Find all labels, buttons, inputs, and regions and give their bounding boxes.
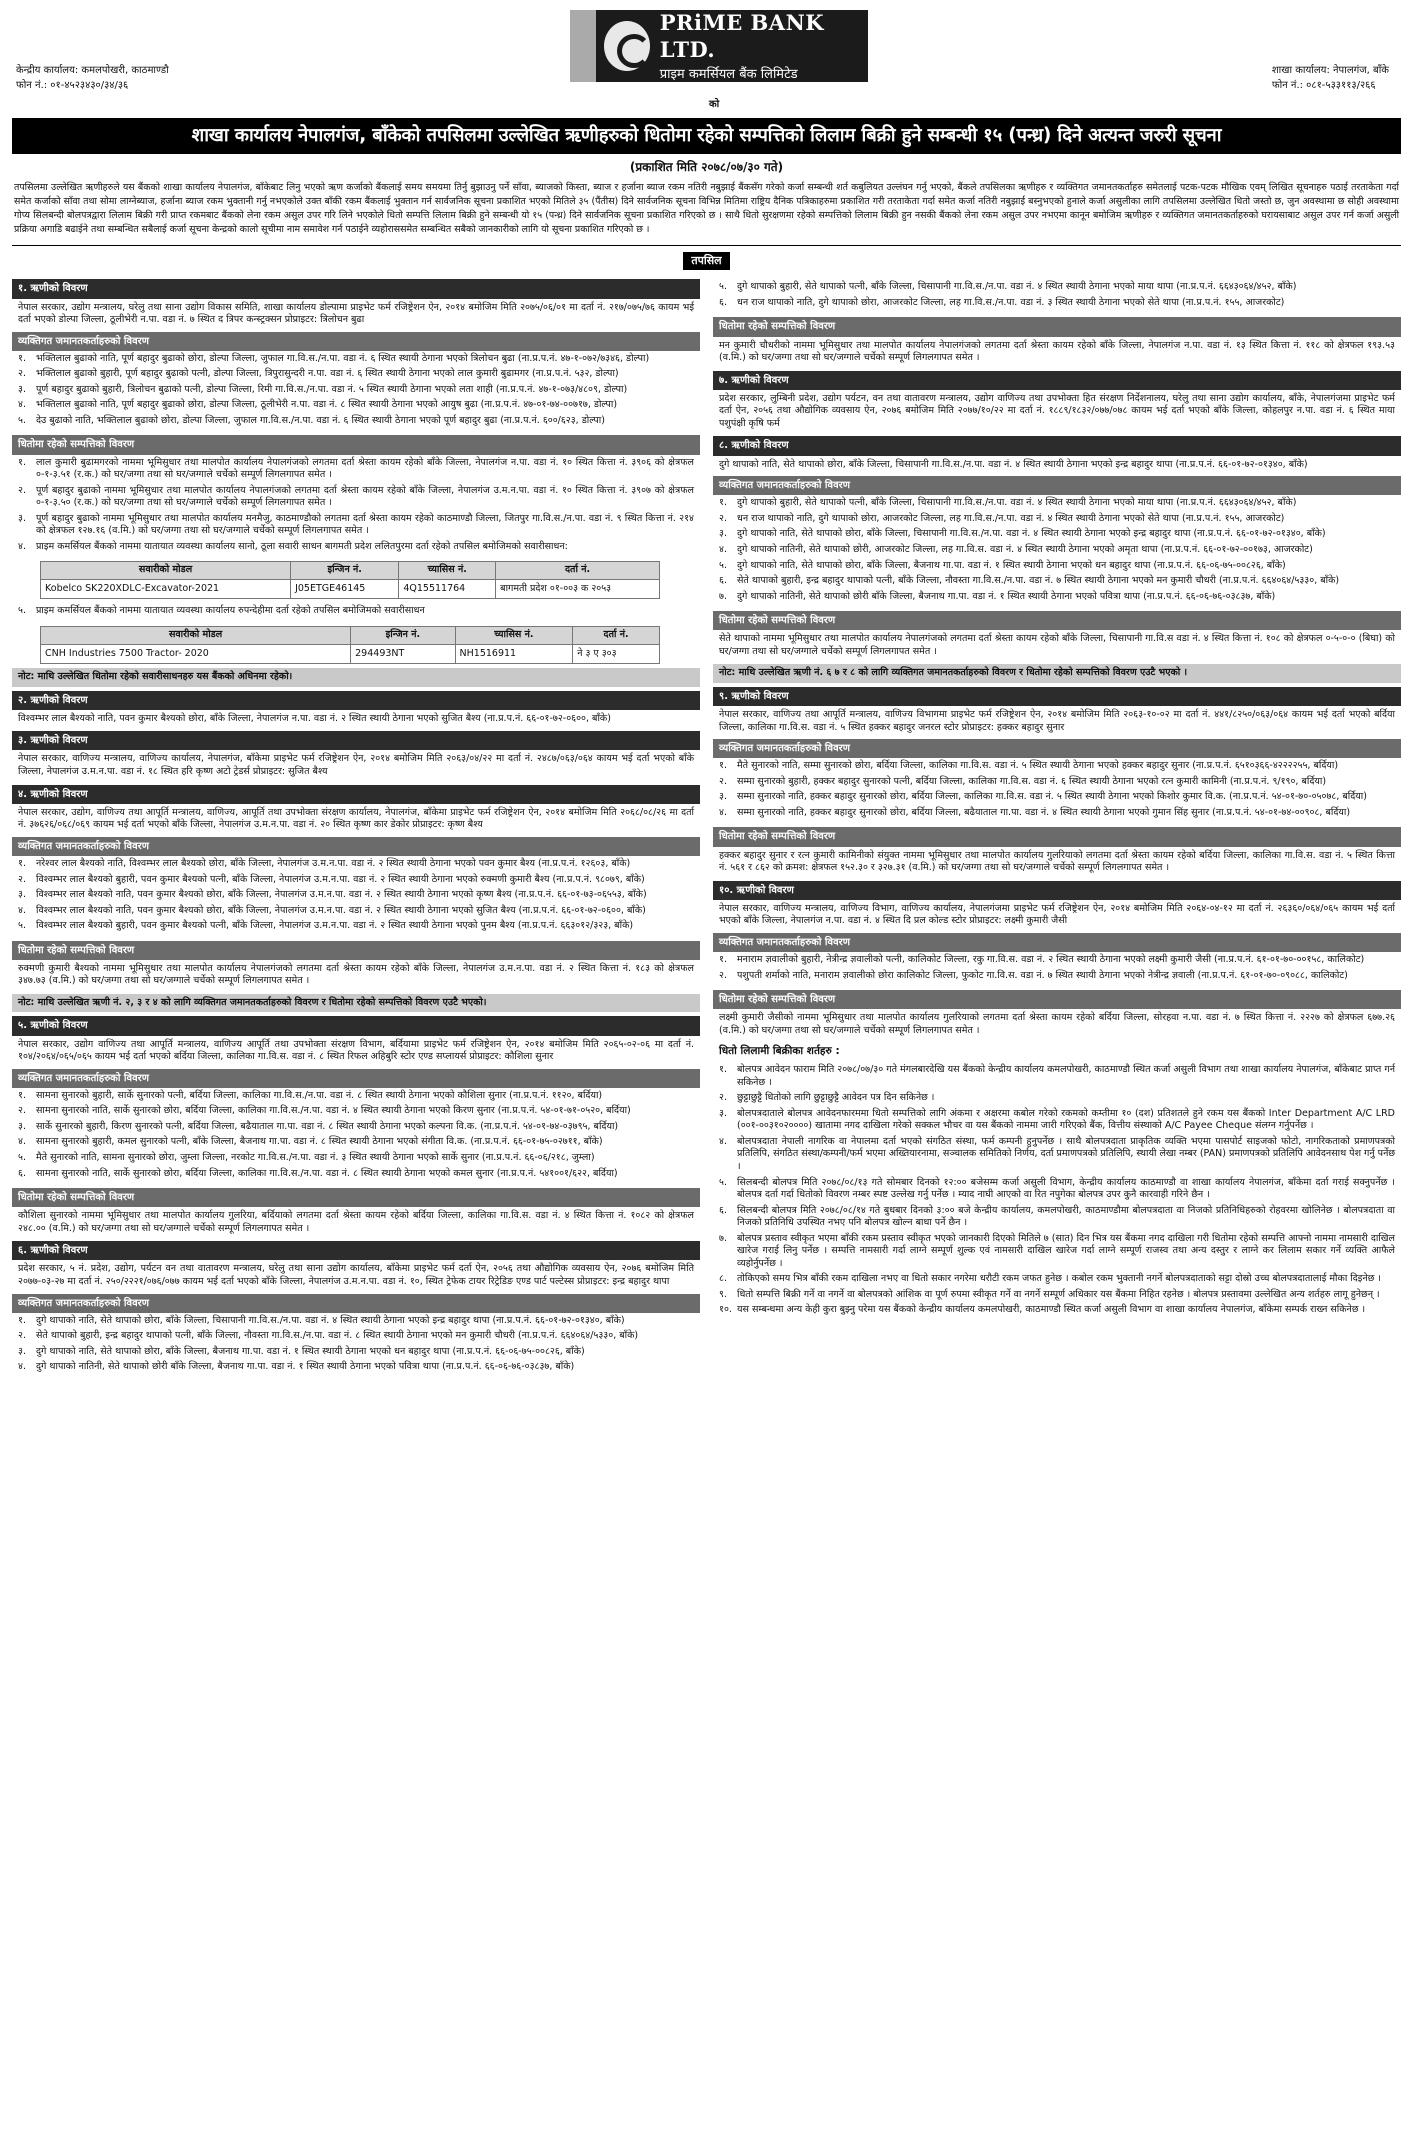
left-column: [12, 275, 700, 1378]
list-item: ५. दुगे थापाको बुहारी, सेते थापाको पत्नी, बाँके जिल्ला, चिसापानी गा.वि.स./न.पा. वडा नं. ४ स्थित स्थायी ठेगाना भएको माया थापा (ना.प्र.प.नं. ६६४३०६४/४५२, बाँके): [719, 281, 1297, 293]
list-item: ३. पूर्ण बहादुर बुढाको बुहारी, त्रिलोचन बुढाको पत्नी, डोल्पा जिल्ला, रिमी गा.वि.स./न.पा. वडा नं. ५ स्थित स्थायी ठेगाना भएको लता शाही (ना.प्र.प.नं. ४७-१-०७३/४८०९, डोल्पा): [18, 383, 628, 395]
section-subheading: धितोमा रहेको सम्पत्तिको विवरण: [713, 611, 1401, 630]
guarantor-list: [12, 351, 700, 433]
section-heading: ४. ऋणीको विवरण: [12, 785, 700, 804]
list-item: २. धन राज थापाको नाति, दुगे थापाको छोरा, आजरकोट जिल्ला, लह गा.वि.स./न.पा. वडा नं. ४ स्थित स्थायी ठेगाना भएको सेते थापा (ना.प्र.प.नं. १५५, आजरकोट): [719, 512, 1285, 524]
borrower-detail: दुगे थापाको नाति, सेते थापाको छोरा, बाँके जिल्ला, चिसापानी गा.वि.स./न.पा. वडा नं. ४ स्थित स्थायी ठेगाना भएको इन्द्र बहादुर थापा (ना.प्र.प.नं. ६६-०१-७२-०१३४०, बाँके): [719, 458, 1308, 470]
note: नोट: माथि उल्लेखित ऋणी नं. ६ ७ र ८ को लागि व्यक्तिगत जमानतकर्ताहरुको विवरण र धितोमा रहेको सम्पत्तिको विवरण एउटै भएको ।: [713, 664, 1401, 683]
list-item: ५. दुगे थापाको नाति, सेते थापाको छोरा, बाँके जिल्ला, बैजनाथ गा.पा. वडा नं. १ स्थित स्थायी ठेगाना भएको धन बहादुर थापा (ना.प्र.प.नं. ६६-०६-७५-००८२६, बाँके): [719, 559, 1286, 571]
section-subheading: धितोमा रहेको सम्पत्तिको विवरण: [12, 1188, 700, 1207]
list-item: ५. प्राइम कमर्सियल बैंकको नाममा यातायात व्यवस्था कार्यालय रुपन्देहीमा दर्ता रहेको तपसिल बमोजिमको सवारीसाधन: [18, 605, 425, 617]
list-item: ३. सम्मा सुनारको नाति, हक्कर बहादुर सुनारको छोरा, बर्दिया जिल्ला, कालिका गा.वि.स. वडा नं. ५ स्थित स्थायी ठेगाना भएको किशोर कुमार वि.क. (ना.प्र.प.नं. ५४-०१-७०-०५०७८, बर्दिया): [719, 791, 1367, 803]
section-subheading: धितोमा रहेको सम्पत्तिको विवरण: [713, 990, 1401, 1009]
section-heading: ७. ऋणीको विवरण: [713, 371, 1401, 390]
section-heading: ८. ऋणीको विवरण: [713, 436, 1401, 455]
list-item: १. दुगे थापाको बुहारी, सेते थापाको पत्नी, बाँके जिल्ला, चिसापानी गा.वि.स./न.पा. वडा नं. ४ स्थित स्थायी ठेगाना भएको माया थापा (ना.प्र.प.नं. ६६४३०६४/४५२, बाँके): [719, 497, 1297, 509]
borrower-detail: नेपाल सरकार, उद्योग, वाणिज्य तथा आपूर्ति मन्त्रालय, वाणिज्य, आपूर्ति तथा उपभोक्ता संरक्षण कार्यालय, नेपालगंज, बाँकेमा प्राइभेट फर्म रजिष्ट्रेशन ऐन, २०१४ बमोजिम मिति २०६८/०८/२६ मा दर्ता नं. ३७६२६/०६८/०६९ कायम भई दर्ता भएको बाँके जिल्ला, नेपालगंज उ.म.न.पा. वडा नं. २० स्थित कृष्ण कार डेकोर प्रोप्राइटर: कृष्ण बैश्य: [18, 806, 694, 831]
guarantor-list: [713, 758, 1401, 824]
list-item: ६. सिलबन्दी बोलपत्र मिति २०७८/०८/१४ गते बुधबार दिनको ३:०० बजे केन्द्रीय कार्यालय, कमलपोखरी, काठमाण्डौमा बोलपत्रदाता वा निजको प्रतिनिधिहरुको रोहवरमा खोलिनेछ । बोलपत्रदाता वा निजको प्रतिनिधि उपस्थित नभए पनि बोलपत्र खोल्न बाधा पर्ने छैन ।: [719, 1204, 1395, 1229]
borrower-detail: नेपाल सरकार, उद्योग मन्त्रालय, घरेलु तथा साना उद्योग विकास समिति, शाखा कार्यालय डोल्पामा प्राइभेट फर्म रजिष्ट्रेशन ऐन, २०१४ बमोजिम मिति २०७५/०६/०१ मा दर्ता नं. २१७/०७५/७६ कायम भई दर्ता भएको डोल्पा जिल्ला, ठूलीभेरी न.पा. वडा नं. ७ स्थित द त्रिपर कन्स्ट्रक्सन प्रोप्राइटर: त्रिलोचन बुढा: [18, 301, 694, 326]
section-heading: ५. ऋणीको विवरण: [12, 1016, 700, 1035]
list-item: २. सम्मा सुनारको बुहारी, हक्कर बहादुर सुनारको पत्नी, बर्दिया जिल्ला, कालिका गा.वि.स. वडा नं. ६ स्थित स्थायी ठेगाना भएको रत्न कुमारी कामिनी (ना.प्र.प.नं. ९/१९०, बर्दिया): [719, 775, 1327, 787]
collateral-detail: हक्कर बहादुर सुनार र रत्न कुमारी कामिनीको संयुक्त नाममा भूमिसुधार तथा मालपोत कार्यालय गुलरियाको लगतमा दर्ता श्रेस्ता कायम रहेको बर्दिया जिल्ला, कालिका गा.वि.स. वडा नं. ५ स्थित कित्ता नं. ५६१ र ८६२ को क्रमश: क्षेत्रफल १५२.३० र ३२७.३१ (व.मि.) को घर/जग्गा तथा सो घर/जग्गाले चर्चेको सम्पूर्ण लिगलगापत समेत ।: [719, 849, 1395, 874]
list-item: १. मनाराम ज्ञवालीको बुहारी, नेत्रीन्द्र ज्ञवालीको पत्नी, कालिकोट जिल्ला, रकु गा.वि.स. वडा नं. २ स्थित स्थायी ठेगाना भएको लक्ष्मी कुमारी जैसी (ना.प्र.प.नं. ६१-०१-७०-००१५८, कालिकोट): [719, 954, 1365, 966]
right-column: [713, 275, 1401, 1378]
section-heading: ३. ऋणीको विवरण: [12, 731, 700, 750]
list-item: ३. बोलपत्रदाताले बोलपत्र आवेदनफारममा धितो सम्पत्तिको लागि अंकमा र अक्षरमा कबोल गरेको रकमको कम्तीमा १० (दश) प्रतिशतले हुने रकम यस बैंकको Inter Department A/C LRD (००१-००३१०२००००) खातामा नगद दाखिला गरेको सक्कल भौचर वा यस बैंकको नाममा जारी गरिएको बैंक, वित्तीय संस्थाको A/C Payee Cheque संलग्न गर्नुपर्नेछ ।: [719, 1107, 1395, 1132]
auction-conditions: [713, 1062, 1401, 1322]
collateral-detail: कौशिला सुनारको नाममा भूमिसुधार तथा मालपोत कार्यालय गुलरिया, बर्दियाको लगतमा दर्ता श्रेस्ता कायम रहेको बर्दिया जिल्ला, कालिका गा.वि.स. वडा नं. ४ स्थित कित्ता नं. १०८२ को क्षेत्रफल २४८.०० (व.मि.) को घर/जग्गा तथा सो घर/जग्गाले चर्चेको सम्पूर्ण लिगलगापत समेत ।: [18, 1210, 694, 1234]
vehicle-table: सवारीको मोडल इन्जिन नं. च्यासिस नं. दर्ता नं. CNH Industries 7500 Tractor- 2020 294493NT NH1516911 ने ३ ए ३०३: [40, 626, 660, 664]
section-subheading: व्यक्तिगत जमानतकर्ताहरुको विवरण: [12, 1294, 700, 1313]
notice-title: शाखा कार्यालय नेपालगंज, बाँकेको तपसिलमा उल्लेखित ऋणीहरुको धितोमा रहेको सम्पत्तिको लिलाम बिक्री हुने सम्बन्धी १५ (पन्ध्र) दिने अत्यन्त जरुरी सूचना: [12, 118, 1401, 154]
list-item: ६. धन राज थापाको नाति, दुगे थापाको छोरा, आजरकोट जिल्ला, लह गा.वि.स./न.पा. वडा नं. ३ स्थित स्थायी ठेगाना भएको सेते थापा (ना.प्र.प.नं. १५५, आजरकोट): [719, 296, 1285, 308]
borrower-detail: प्रदेश सरकार, ५ नं. प्रदेश, उद्योग, पर्यटन वन तथा वातावरण मन्त्रालय, घरेलु तथा साना उद्योग कार्यालय, बाँकेमा प्राइभेट फर्म दर्ता ऐन, २०५६ तथा औद्योगिक व्यवसाय ऐन, २०७६ बमोजिम मिति २०७७-०३-२७ मा दर्ता नं. २५०/२२२१/०७६/०७७ कायम भई दर्ता भएको बाँके जिल्ला, नेपालगंज उ.म.न.पा. वडा नं. १०, स्थित ट्रेफेक टायर रिट्रेडिङ एण्ड पार्ट पल्टेस्स प्रोप्राइटर: इन्द्र बहादुर थापा: [18, 1263, 694, 1287]
section-heading: १०. ऋणीको विवरण: [713, 881, 1401, 900]
bank-logo: [570, 10, 868, 82]
section-subheading: धितोमा रहेको सम्पत्तिको विवरण: [713, 317, 1401, 336]
guarantor-list: [713, 952, 1401, 987]
list-item: ८. तोकिएको समय भित्र बाँकी रकम दाखिला नभए वा धितो सकार नगरेमा धरौटी रकम जफत हुनेछ । कबोल रकम भुक्तानी नगर्ने बोलपत्रदाताको सट्टा दोस्रो उच्च बोलपत्रदातालाई मौका दिइनेछ ।: [719, 1273, 1382, 1285]
borrower-detail: नेपाल सरकार, उद्योग वाणिज्य तथा आपूर्ति मन्त्रालय, वाणिज्य आपूर्ति तथा उपभोक्ता संरक्षण विभाग, बर्दियामा प्राइभेट फर्म रजिष्ट्रेशन ऐन, २०१४ बमोजिम मिति २०६५-०२-०६ मा दर्ता नं. १०४/२०६४/०६५/०६५ कायम भई दर्ता भएको बर्दिया जिल्ला, कालिका गा.वि.स. वडा नं. ८ स्थित रिफल अहिबुरि स्टोर एण्ड सप्लायर्स प्रोप्राइटर: कौशिला सुनार: [18, 1038, 694, 1063]
list-item: ६. सेते थापाको बुहारी, इन्द्र बहादुर थापाको पत्नी, बाँके जिल्ला, नौवस्ता गा.वि.स./न.पा. वडा नं. ७ स्थित स्थायी ठेगाना भएको मन कुमारी चौधरी (ना.प्र.प.नं. ६६४०६४/५३३०, बाँके): [719, 575, 1340, 587]
list-item: ७. बोलपत्र प्रस्ताव स्वीकृत भएमा बाँकी रकम प्रस्ताव स्वीकृत भएको जानकारी दिएको मितिले ७ (सात) दिन भित्र यस बैंकमा नगद दाखिला गरी धितोमा रहेको सम्पत्ति आफ्नो नाममा नामसारी दाखिल खारेज गराई लिनु पर्नेछ । सम्पत्ति नामसारी गर्दा लाग्ने सम्पूर्ण शुल्क एवं नामसारी दाखिल खारेज गर्दा लाग्ने सम्पूर्ण राजस्व तथा अन्य दस्तुर र लाग्ने कर लिलाम सकार गर्ने व्यक्ति आफैले व्यहोर्नुपर्नेछ ।: [719, 1232, 1395, 1269]
list-item: १. नरेश्वर लाल बैश्यको नाति, विश्वम्भर लाल बैश्यको छोरा, बाँके जिल्ला, नेपालगंज उ.म.न.पा. वडा नं. २ स्थित स्थायी ठेगाना भएको पवन कुमार बैश्य (ना.प्र.प.नं. १२६०३, बाँके): [18, 857, 631, 869]
list-item: ४. भक्तिलाल बुढाको नाति, पूर्ण बहादुर बुढाको छोरा, डोल्पा जिल्ला, ठूलीभेरी न.पा. वडा नं. ८ स्थित स्थायी ठेगाना भएको आयुष बुढा (ना.प्र.प.नं. ४७-०१-७४-००७१७, डोल्पा): [18, 399, 618, 411]
list-item: ४. सामना सुनारको बुहारी, कमल सुनारको पत्नी, बाँके जिल्ला, बैजनाथ गा.पा. वडा नं. ८ स्थित स्थायी ठेगाना भएको संगीता वि.क. (ना.प्र.प.नं. ६६-०१-७५-०२७११, बाँके): [18, 1136, 603, 1148]
bank-logo-icon: [604, 21, 650, 71]
list-item: १. लाल कुमारी बुढामगरको नाममा भूमिसुधार तथा मालपोत कार्यालय नेपालगंजको लगतमा दर्ता श्रेस्ता कायम रहेको बाँके जिल्ला, नेपालगंज न.पा. वडा नं. १० स्थित कित्ता नं. ३९०६ को क्षेत्रफल ०-१-३.५१ (र.क.) को घर/जग्गा तथा सो घर/जग्गाले चर्चेको सम्पूर्ण लिगलगापत समेत ।: [18, 456, 694, 481]
list-item: २. भक्तिलाल बुढाको बुहारी, पूर्ण बहादुर बुढाको पत्नी, डोल्पा जिल्ला, त्रिपुरासुन्दरी न.पा. वडा नं. ६ स्थित स्थायी ठेगाना भएको लाल कुमारी बुढामगर (ना.प्र.प.नं. ५३२, डोल्पा): [18, 368, 619, 380]
letterhead: [12, 6, 1401, 114]
section-subheading: व्यक्तिगत जमानतकर्ताहरुको विवरण: [713, 739, 1401, 758]
section-subheading: धितोमा रहेको सम्पत्तिको विवरण: [12, 435, 700, 454]
list-item: ३. दुगे थापाको नाति, सेते थापाको छोरा, बाँके जिल्ला, बैजनाथ गा.पा. वडा नं. १ स्थित स्थायी ठेगाना भएको धन बहादुर थापा (ना.प्र.प.नं. ६६-०६-७५-००८२६, बाँके): [18, 1345, 585, 1357]
list-item: ४. प्राइम कमर्सियल बैंकको नाममा यातायात व्यवस्था कार्यालय सानो, ठूला सवारी साधन बागमती प्रदेश ललितपुरमा दर्ता रहेको तपसिल बमोजिमको सवारीसाधन:: [18, 540, 568, 552]
section-subheading: व्यक्तिगत जमानतकर्ताहरुको विवरण: [12, 1069, 700, 1088]
list-item: ४. दुगे थापाको नातिनी, सेते थापाको छोरी बाँके जिल्ला, बैजनाथ गा.पा. वडा नं. १ स्थित स्थायी ठेगाना भएको पवित्रा थापा (ना.प्र.प.नं. ६६-०६-७६-०३८३७, बाँके): [18, 1361, 575, 1373]
list-item: ५. विश्वम्भर लाल बैश्यको बुहारी, पवन कुमार बैश्यको पत्नी, बाँके जिल्ला, नेपालगंज उ.म.न.पा. वडा नं. २ स्थित स्थायी ठेगाना भएको पुनम बैश्य (ना.प्र.प.नं. ६६३०१२/३२३, बाँके): [18, 920, 634, 932]
head-office-info: केन्द्रीय कार्यालय: कमलपोखरी, काठमाण्डौ फोन नं.: ०१-४५२३४३०/३४/३६: [16, 65, 169, 91]
collateral-list-cont: [12, 603, 700, 623]
section-subheading: व्यक्तिगत जमानतकर्ताहरुको विवरण: [713, 933, 1401, 952]
note: नोट: माथि उल्लेखित ऋणी नं. २, ३ र ४ को लागि व्यक्तिगत जमानतकर्ताहरुको विवरण र धितोमा रहेको सम्पत्तिको विवरण एउटै भएको।: [12, 994, 700, 1013]
table-row: Kobelco SK220XDLC-Excavator-2021 J05ETGE46145 4Q15511764 बागमती प्रदेश ०१-००३ क २०५३: [41, 579, 660, 599]
list-item: ३. दुगे थापाको नाति, सेते थापाको छोरा, बाँके जिल्ला, चिसापानी गा.वि.स./न.पा. वडा नं. ४ स्थित स्थायी ठेगाना भएको इन्द्र बहादुर थापा (ना.प्र.प.नं. ६६-०१-७२-०१३४०, बाँके): [719, 528, 1326, 540]
list-item: ४. विश्वम्भर लाल बैश्यको नाति, पवन कुमार बैश्यको छोरा, बाँके जिल्ला, नेपालगंज उ.म.न.पा. वडा नं. २ स्थित स्थायी ठेगाना भएको सुजित बैश्य (ना.प्र.प.नं. ६६-०१-७२-०६००, बाँके): [18, 904, 646, 916]
list-item: ७. दुगे थापाको नातिनी, सेते थापाको छोरी बाँके जिल्ला, बैजनाथ गा.पा. वडा नं. १ स्थित स्थायी ठेगाना भएको पवित्रा थापा (ना.प्र.प.नं. ६६-०६-७६-०३८३७, बाँके): [719, 590, 1276, 602]
collateral-detail: लक्ष्मी कुमारी जैसीको नाममा भूमिसुधार तथा मालपोत कार्यालय गुलरियाको लगतमा दर्ता श्रेस्ता कायम रहेको बर्दिया जिल्ला, सोरहवा न.पा. वडा नं. ७ स्थित कित्ता नं. २२२७ को क्षेत्रफल ६७७.२६ (व.मि.) को घर/जग्गा तथा सो घर/जग्गाले चर्चेको सम्पूर्ण लिगलगापत समेत ।: [719, 1012, 1395, 1036]
list-item: ९. धितो सम्पत्ति बिक्री गर्ने वा नगर्ने वा बोलपत्रको आंशिक वा पूर्ण रुपमा स्वीकृत गर्ने वा नगर्ने सम्पूर्ण अधिकार यस बैंकमा निहित रहनेछ । बोलपत्र प्रस्तावमा उल्लेखित अन्य शर्तहरु लागू हुनेछन् ।: [719, 1288, 1380, 1300]
guarantor-list: [713, 495, 1401, 608]
schedule-heading: तपसिल: [12, 252, 1401, 271]
auction-conditions-title: धितो लिलामी बिक्रीका शर्तहरु :: [719, 1045, 840, 1058]
bank-name-np: प्राइम कमर्सियल बैंक लिमिटेड: [659, 67, 798, 83]
branch-office-info: शाखा कार्यालय: नेपालगंज, बाँके फोन नं.: ०८१-५३३११३/२६६: [1271, 65, 1389, 91]
list-item: ३. विश्वम्भर लाल बैश्यको नाति, पवन कुमार बैश्यको छोरा, बाँके जिल्ला, नेपालगंज उ.म.न.पा. वडा नं. २ स्थित स्थायी ठेगाना भएको कृष्ण बैश्य (ना.प्र.प.नं. ६६-०१-७३-०६५५३, बाँके): [18, 889, 647, 901]
collateral-detail: सेते थापाको नाममा भूमिसुधार तथा मालपोत कार्यालय नेपालगंजको लगतमा दर्ता श्रेस्ता कायम रहेको बाँके जिल्ला, चिसापानी गा.वि.स वडा नं. ४ स्थित कित्ता नं. १०८ को क्षेत्रफल ०-५-०-० (बिघा) को घर/जग्गा तथा सो घर/जग्गाले चर्चेको सम्पूर्ण लिगलगापत समेत ।: [719, 633, 1395, 657]
publication-date: (प्रकाशित मिति २०७८/०७/३० गते): [629, 160, 784, 175]
header-ko: को: [709, 99, 720, 110]
section-heading: ६. ऋणीको विवरण: [12, 1241, 700, 1260]
guarantor-list: [12, 1088, 700, 1185]
list-item: २. सामना सुनारको नाति, सार्के सुनारको छोरा, बर्दिया जिल्ला, कालिका गा.वि.स./न.पा. वडा नं. ४ स्थित स्थायी ठेगाना भएको किरण सुनार (ना.प्र.प.नं. ५४-०१-७१-०५२०, बर्दिया): [18, 1105, 631, 1117]
collateral-list: [12, 455, 700, 559]
borrower-detail: प्रदेश सरकार, लुम्बिनी प्रदेश, उद्योग पर्यटन, वन तथा वातावरण मन्त्रालय, उद्योग वाणिज्य तथा उपभोक्ता हित संरक्षण निर्देशनालय, घरेलु तथा साना उद्योग कार्यालय, बाँके, नेपालगंजमा प्राइभेट फर्म दर्ता ऐन, २०५६ तथा औद्योगिक व्यवसाय ऐन, २०७६ बमोजिम मिति २०७७/१०/२२ मा दर्ता नं. १८८९/१८३२/०७७/०७८ कायम भई दर्ता भएको बाँके जिल्ला, कोहलपुर न.पा. वडा नं. ६ स्थित माया पशुपंक्षी कृषि फर्म: [719, 392, 1395, 429]
vehicle-table: सवारीको मोडल इन्जिन नं. च्यासिस नं. दर्ता नं. Kobelco SK220XDLC-Excavator-2021 J05ETGE46145 4Q15511764 बागमती प्रदेश ०१-००३ क २०५३: [40, 561, 660, 599]
section-heading: १. ऋणीको विवरण: [12, 279, 700, 298]
list-item: ४. दुगे थापाको नातिनी, सेते थापाको छोरी, आजरकोट जिल्ला, लह गा.वि.स. वडा नं. ४ स्थित स्थायी ठेगाना भएको अमृता थापा (ना.प्र.प.नं. ६६-०१-७२-००१७३, आजरकोट): [719, 543, 1313, 555]
section-subheading: धितोमा रहेको सम्पत्तिको विवरण: [713, 827, 1401, 846]
list-item: ५. मैते सुनारको नाति, सामना सुनारको छोरा, जुम्ला जिल्ला, नरकोट गा.वि.स./न.पा. वडा नं. ३ स्थित स्थायी ठेगाना भएको सार्के सुनार (ना.प्र.प.नं. ६६-०६/२१८, जुम्ला): [18, 1151, 595, 1163]
list-item: २. छुट्टाछुट्टै धितोको लागि छुट्टाछुट्टै आवेदन पत्र दिन सकिनेछ ।: [719, 1092, 935, 1104]
guarantor-list: [12, 856, 700, 938]
list-item: २. सेते थापाको बुहारी, इन्द्र बहादुर थापाको पत्नी, बाँके जिल्ला, नौवस्ता गा.वि.स./न.पा. वडा नं. ८ स्थित स्थायी ठेगाना भएको मन कुमारी चौधरी (ना.प्र.प.नं. ६६४०६४/५३३०, बाँके): [18, 1330, 639, 1342]
section-heading: ९. ऋणीको विवरण: [713, 687, 1401, 706]
borrower-detail: नेपाल सरकार, वाणिज्य मन्त्रालय, वाणिज्य विभाग, वाणिज्य कार्यालय, नेपालगंजमा प्राइभेट फर्म रजिष्ट्रेशन ऐन, २०१४ बमोजिम मिति २०६४-०४-१२ मा दर्ता नं. २६३६०/०६४/०६५ कायम भई दर्ता भएको बाँके जिल्ला, नेपालगंज न.पा. वडा नं. ४ स्थित दि प्रल कोल्ड स्टोर प्रोप्राइटर: लक्ष्मी कुमारी जैसी: [719, 902, 1395, 927]
section-subheading: व्यक्तिगत जमानतकर्ताहरुको विवरण: [713, 476, 1401, 495]
list-item: ४. बोलपत्रदाता नेपाली नागरिक वा नेपालमा दर्ता भएको संगठित संस्था, फर्म कम्पनी हुनुपर्नेछ । साथै बोलपत्रदाता प्राकृतिक व्यक्ति भएमा पासपोर्ट साइजको फोटो, नागरिकताको प्रमाणपत्रको प्रतिलिपि, संगठित संस्था/कम्पनी/फर्म भएमा अख्तियारनामा, सञ्चालक समितिको निर्णय, दर्ता प्रमाणपत्रको प्रतिलिपि, स्थायी लेखा नम्बर (PAN) प्रमाणपत्रको प्रतिलिपि आवेदनसाथ पेश गर्नु पर्नेछ ।: [719, 1135, 1396, 1173]
borrower-detail: नेपाल सरकार, वाणिज्य तथा आपूर्ति मन्त्रालय, वाणिज्य विभागमा प्राइभेट फर्म रजिष्ट्रेशन ऐन, २०१४ बमोजिम मिति २०६३-१०-०२ मा दर्ता नं. ४४१/८२५०/०६३/०६४ कायम भई दर्ता भएको बर्दिया जिल्ला, कालिका गा.वि.स. वडा नं. ५ स्थित हक्कर बहादुर जनरल स्टोर प्रोप्राइटर: हक्कर बहादुर सुनार: [719, 709, 1395, 733]
list-item: ५. सिलबन्दी बोलपत्र मिति २०७८/०८/१३ गते सोमबार दिनको १२:०० बजेसम्म कर्जा असुली विभाग, केन्द्रीय कार्यालय काठमाण्डौ वा शाखा कार्यालय नेपालगंज, बाँकेमा दर्ता गराई सक्नुपर्नेछ । बोलपत्र दर्ता गर्दा धितोको विवरण नम्बर स्पष्ट उल्लेख गर्नु पर्नेछ । म्याद नाघी आएको वा रित नपुगेका बोलपत्र उपर कुनै कारवाही गरिने छैन ।: [719, 1176, 1395, 1201]
note: नोट: माथि उल्लेखित धितोमा रहेको सवारीसाधनहरु यस बैंकको अधिनमा रहेको।: [12, 668, 700, 687]
borrower-detail: नेपाल सरकार, वाणिज्य मन्त्रालय, वाणिज्य कार्यालय, नेपालगंज, बाँकेमा प्राइभेट फर्म रजिष्ट्रेशन ऐन, २०१४ बमोजिम मिति २०६३/०४/२२ मा दर्ता नं. २४८७/०६३/०६४ कायम भई दर्ता भएको बाँके जिल्ला, नेपालगंज उ.म.न.पा. वडा नं. १८ स्थित हरि कृष्ण अटो ट्रेडर्स प्रोप्राइटर: सुजित बैश्य: [18, 753, 694, 777]
section-subheading: धितोमा रहेको सम्पत्तिको विवरण: [12, 941, 700, 960]
collateral-detail: मन कुमारी चौधरीको नाममा भूमिसुधार तथा मालपोत कार्यालय नेपालगंजको लगतमा दर्ता श्रेस्ता कायम रहेको बाँके जिल्ला, नेपालगंज न.पा. वडा नं. १३ स्थित कित्ता नं. ११८ को क्षेत्रफल १९३.५३ (व.मि.) को घर/जग्गा तथा सो घर/जग्गाले चर्चेको सम्पूर्ण लिगलगापत समेत ।: [719, 339, 1395, 364]
list-item: २. विश्वम्भर लाल बैश्यको बुहारी, पवन कुमार बैश्यको पत्नी, बाँके जिल्ला, नेपालगंज उ.म.न.पा. वडा नं. २ स्थित स्थायी ठेगाना भएको रुक्मणी कुमारी बैश्य (ना.प्र.प.नं. ९८०७९, बाँके): [18, 873, 645, 885]
list-item: ५. देउ बुढाको नाति, भक्तिलाल बुढाको छोरा, डोल्पा जिल्ला, जुफाल गा.वि.स./न.पा. वडा नं. ६ स्थित स्थायी ठेगाना भएको पूर्ण बहादुर बुढा (ना.प्र.प.नं. ६००/६२३, डोल्पा): [18, 414, 605, 426]
list-item: ३. पूर्ण बहादुर बुढाको नाममा भूमिसुधार तथा मालपोत कार्यालय मनमैजु, काठमाण्डौको लगतमा दर्ता श्रेस्ता कायम रहेको काठमाण्डौ जिल्ला, जितपुर गा.वि.स./न.पा. वडा नं. ९ स्थित कित्ता नं. २१४ को क्षेत्रफल १२७.१६ (व.मि.) को घर/जग्गा तथा सो घर/जग्गाले चर्चेको सम्पूर्ण लिगलगापत समेत ।: [18, 512, 694, 537]
list-item: २. पूर्ण बहादुर बुढाको नाममा भूमिसुधार तथा मालपोत कार्यालय नेपालगंजको लगतमा दर्ता श्रेस्ता कायम रहेको बाँके जिल्ला, नेपालगंज उ.म.न.पा. वडा नं. १० स्थित कित्ता नं. ३९०७ को क्षेत्रफल ०-१-३.५० (र.क.) को घर/जग्गा तथा सो घर/जग्गाले चर्चेको सम्पूर्ण लिगलगापत समेत ।: [18, 484, 694, 509]
list-item: १. मैते सुनारको नाति, सम्मा सुनारको छोरा, बर्दिया जिल्ला, कालिका गा.वि.स. वडा नं. ५ स्थित स्थायी ठेगाना भएको हक्कर बहादुर सुनार (ना.प्र.प.नं. ६५१०३६६-४२२२२५५, बर्दिया): [719, 760, 1339, 772]
bank-name-en: PRiME BANK LTD.: [659, 9, 825, 63]
guarantor-list: [12, 1313, 700, 1379]
collateral-detail: रुक्मणी कुमारी बैश्यको नाममा भूमिसुधार तथा मालपोत कार्यालय नेपालगंजको लगतमा दर्ता श्रेस्ता कायम रहेको बाँके जिल्ला, नेपालगंज उ.म.न.पा. वडा नं. २ स्थित कित्ता नं. १८३ को क्षेत्रफल ३४७.७३ (व.मि.) को घर/जग्गा तथा सो घर/जग्गाले चर्चेको सम्पूर्ण लिगलगापत समेत ।: [18, 962, 694, 987]
list-item: १. बोलपत्र आवेदन फाराम मिति २०७८/०७/३० गते मंगलबारदेखि यस बैंकको केन्द्रीय कार्यालय कमलपोखरी, काठमाण्डौ स्थित कर्जा असुली विभाग तथा शाखा कार्यालय नेपालगंज, बाँकेबाट प्राप्त गर्न सकिनेछ ।: [719, 1064, 1395, 1088]
list-item: ६. सामना सुनारको नाति, सार्के सुनारको छोरा, बर्दिया जिल्ला, कालिका गा.वि.स./न.पा. वडा नं. ८ स्थित स्थायी ठेगाना भएको कमल सुनार (ना.प्र.प.नं. ५४१००१/६२२, बर्दिया): [18, 1167, 618, 1179]
intro-paragraph: तपसिलमा उल्लेखित ऋणीहरुले यस बैंकको शाखा कार्यालय नेपालगंज, बाँकेबाट लिनु भएको ऋण कर्जाको बैंकलाई समय समयमा तिर्नु बुझाउनु पर्ने साँवा, ब्याजको किस्ता, ब्याज र हर्जाना ब्याज रकम नतिरी नबुझाई बैंकसँग गरेको कर्जा सम्बन्धी शर्त कबुलियत उल्लंघन गर्नु भएको, बैंकले तपसिलका ऋणीहरु र व्यक्तिगत जमानतकर्ताहरु समेतलाई पटक-पटक मौखिक एवम् लिखित सूचनाहरु पठाई तरताकेता गर्दा समेत कर्जाको साँवा तथा सोमा लाग्नेब्याज, हर्जाना ब्याज रकम भुक्तानी गर्नु नभएकोले उक्त बाँकी रकम बैंकलाई भुक्तान गर्न सार्वजनिक सूचना प्रकाशित भएको मितिले ३५ (पैंतीस) दिने सार्वजनिक सूचना विभिन्न मितिमा राष्ट्रिय दैनिक पत्रिकाहरुमा प्रकाशित गरी तरताकेता गर्दा समेत कर्जा नतिरी नबुझाई बस्नुभएको हुनाले कर्जा असुलीका लागि तपसिलमा उल्लेखित धितो जस्तो छ, जुन अवस्थामा छ सोही अवस्थामा गोप्य सिलबन्दी बोलपत्रद्वारा लिलाम बिक्री गरी प्राप्त रकमबाट बैंकको लेना रकम असुल उपर गरि लिने भएकोले धितो सम्पत्ति लिलाम बिक्री हुने सम्बन्धी यो १५ (पन्ध्र) दिने सार्वजनिक सूचना प्रकाशित गरिएको छ । साथै धितो सुरक्षणमा रहेको सम्पत्तिको लिलाम बिक्री हुन नसकी बैंकको लेना रकम असुल उपर नभएमा कानून बमोजिम ऋणीहरु र व्यक्तिगत जमानतकर्ताहरुको घरायसाबाट असुल उपर गर्न कर्जा असुली प्रक्रिया अगाडि बढाईने तथा सम्बन्धित सबैलाई कर्जा सूचना केन्द्रको कालो सूचीमा नाम समावेश गर्न पठाईने व्यहोराससमेत सम्बन्धित सबैको जानकारीको लागि यो सूचना प्रकाशित गरिएको छ ।: [12, 181, 1401, 246]
section-subheading: व्यक्तिगत जमानतकर्ताहरुको विवरण: [12, 837, 700, 856]
section-heading: २. ऋणीको विवरण: [12, 691, 700, 710]
list-item: १. भक्तिलाल बुढाको नाति, पूर्ण बहादुर बुढाको छोरा, डोल्पा जिल्ला, जुफाल गा.वि.स./न.पा. वडा नं. ६ स्थित स्थायी ठेगाना भएको त्रिलोचन बुढा (ना.प्र.प.नं. ४७-१-०७२/७३४६, डोल्पा): [18, 352, 650, 364]
list-item: ४. सम्मा सुनारको नाति, हक्कर बहादुर सुनारको छोरा, बर्दिया जिल्ला, बढैयाताल गा.पा. वडा नं. ४ स्थित स्थायी ठेगाना भएको गुमान सिंह सुनार (ना.प्र.प.नं. ५४-०१-७४-००९०८, बर्दिया): [719, 806, 1351, 818]
list-item: ३. सार्के सुनारको बुहारी, किरण सुनारको पत्नी, बर्दिया जिल्ला, बढैयाताल गा.पा. वडा नं. ८ स्थित स्थायी ठेगाना भएको कल्पना वि.क. (ना.प्र.प.नं. ५४-०१-७४-०३७९५, बर्दिया): [18, 1120, 619, 1132]
list-item: २. पशुपती शर्माको नाति, मनाराम ज्ञवालीको छोरा कालिकोट जिल्ला, फुकोट गा.वि.स. वडा नं. ७ स्थित स्थायी ठेगाना भएको नेत्रीन्द्र ज्ञवाली (ना.प्र.प.नं. ६१-०१-७०-०९०८८, कालिकोट): [719, 969, 1348, 981]
list-item: १. सामना सुनारको बुहारी, सार्के सुनारको पत्नी, बर्दिया जिल्ला, कालिका गा.वि.स./न.पा. वडा नं. ८ स्थित स्थायी ठेगाना भएको कौशिला सुनार (ना.प्र.प.नं. ११२०, बर्दिया): [18, 1089, 603, 1101]
table-row: CNH Industries 7500 Tractor- 2020 294493NT NH1516911 ने ३ ए ३०३: [41, 644, 660, 664]
list-item: १०. यस सम्बन्धमा अन्य केही कुरा बुझ्नु परेमा यस बैंकको केन्द्रीय कार्यालय कमलपोखरी, काठमाण्डौ स्थित कर्जा असुली विभाग वा शाखा कार्यालय नेपालगंज, बाँकेमा सम्पर्क राख्न सकिनेछ ।: [719, 1304, 1366, 1316]
borrower-detail: विश्वम्भर लाल बैश्यको नाति, पवन कुमार बैश्यको छोरा, बाँके जिल्ला, नेपालगंज न.पा. वडा नं. २ स्थित स्थायी ठेगाना भएको सुजित बैश्य (ना.प्र.प.नं. ६६-०१-७२-०६००, बाँके): [18, 712, 611, 724]
list-item: १. दुगे थापाको नाति, सेते थापाको छोरा, बाँके जिल्ला, चिसापानी गा.वि.स./न.पा. वडा नं. ४ स्थित स्थायी ठेगाना भएको इन्द्र बहादुर थापा (ना.प्र.प.नं. ६६-०१-७२-०१३४०, बाँके): [18, 1314, 625, 1326]
guarantor-list-cont: [713, 279, 1401, 314]
section-subheading: व्यक्तिगत जमानतकर्ताहरुको विवरण: [12, 332, 700, 351]
